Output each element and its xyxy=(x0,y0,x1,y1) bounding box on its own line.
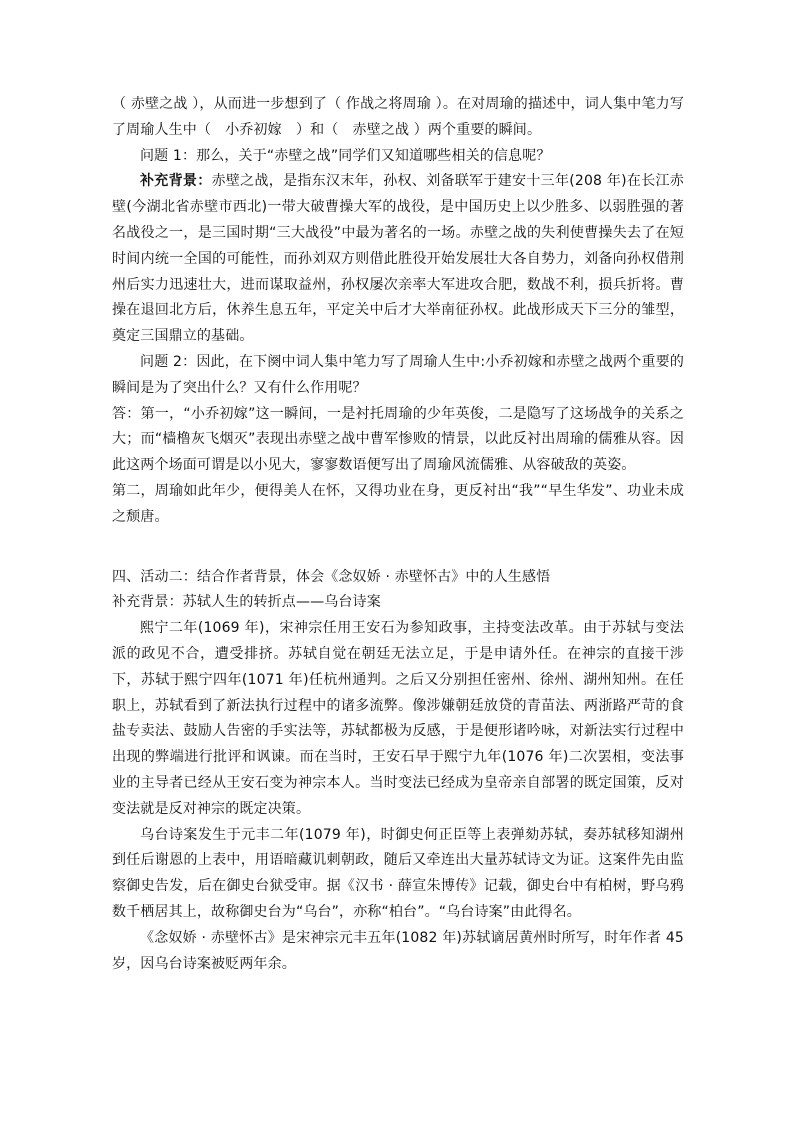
supplement-text: 赤壁之战，是指东汉末年，孙权、刘备联军于建安十三年(208 年)在长江赤壁(今湖北省赤壁市西北)一带大破曹操大军的战役，是中国历史上以少胜多、以弱胜强的著名战役之一，是三国时期“三大战役”中最为著名的一场。赤壁之战的失利使曹操失去了在短时间内统一全国的可能性，而孙刘双方则借此胜役开始发展壮大各自势力，刘备向孙权借荆州后实力迅速壮大，进而谋取益州，孙权屡次亲率大军进攻合肥，数战不利，损兵折将。曹操在退回北方后，休养生息五年，平定关中后才大举南征孙权。此战形成天下三分的雏型，奠定三国鼎立的基础。 xyxy=(112,173,685,345)
answer-paragraph-1: 答：第一，“小乔初嫁”这一瞬间，一是衬托周瑜的少年英俊，二是隐写了这场战争的关系之大；而“樯橹灰飞烟灭”表现出赤壁之战中曹军惨败的情景，以此反衬出周瑜的儒雅从容。因此这两个场面可谓是以小见大，寥寥数语便写出了周瑜风流儒雅、从容破敌的英姿。 xyxy=(112,405,684,474)
section-4-title: 四、活动二：结合作者背景，体会《念奴娇 · 赤壁怀古》中的人生感悟 xyxy=(112,568,551,585)
supplement-label: 补充背景： xyxy=(140,173,212,190)
intro-line-2: 了周瑜人生中（ 小乔初嫁 ）和（ 赤壁之战 ）两个重要的瞬间。 xyxy=(112,121,542,138)
question-2: 问题 2：因此，在下阕中词人集中笔力写了周瑜人生中:小乔初嫁和赤壁之战两个重要的瞬间是为了突出什么？又有什么作用呢？ xyxy=(112,353,684,396)
section-4-paragraph-1: 熙宁二年(1069 年)，宋神宗任用王安石为参知政事，主持变法改革。由于苏轼与变法派的政见不合，遭受排挤。苏轼自觉在朝廷无法立足，于是申请外任。在神宗的直接干涉下，苏轼于熙宁四年(1071 年)任杭州通判。之后又分别担任密州、徐州、湖州知州。在任职上，苏轼看到了新法执行过程中的诸多流弊。像涉嫌朝廷放贷的青苗法、两浙路严苛的食盐专卖法、鼓励人告密的手实法等，苏轼都极为反感，于是便形诸吟咏，对新法实行过程中出现的弊端进行批评和讽谏。而在当时，王安石早于熙宁九年(1076 年)二次罢相，变法事业的主导者已经从王安石变为神宗本人。当时变法已经成为皇帝亲自部署的既定国策，反对变法就是反对神宗的既定决策。 xyxy=(112,620,684,817)
section-4-paragraph-3: 《念奴娇 · 赤壁怀古》是宋神宗元丰五年(1082 年)苏轼谪居黄州时所写，时年作者 45 岁，因乌台诗案被贬两年余。 xyxy=(112,929,684,972)
intro-line-1: （ 赤壁之战 ），从而进一步想到了（ 作战之将周瑜 ）。在对周瑜的描述中，词人集中笔力写 xyxy=(112,96,684,112)
section-spacer xyxy=(112,531,684,565)
intro-paragraph xyxy=(112,92,684,144)
section-4-paragraph-2: 乌台诗案发生于元丰二年(1079 年)，时御史何正臣等上表弹劾苏轼，奏苏轼移知湖州到任后谢恩的上表中，用语暗藏讥刺朝政，随后又牵连出大量苏轼诗文为证。这案件先由监察御史告发，后在御史台狱受审。据《汉书 · 薛宣朱博传》记载，御史台中有柏树，野乌鸦数千栖居其上，故称御史台为“乌台”，亦称“柏台”。“乌台诗案”由此得名。 xyxy=(112,826,684,920)
supplement-background-1 xyxy=(112,169,684,350)
question-1: 问题 1：那么，关于“赤壁之战”同学们又知道哪些相关的信息呢？ xyxy=(140,147,551,164)
section-4-supplement: 补充背景：苏轼人生的转折点——乌台诗案 xyxy=(112,594,381,611)
document-page xyxy=(112,92,684,977)
answer-paragraph-2: 第二，周瑜如此年少，便得美人在怀，又得功业在身，更反衬出“我”“早生华发”、功业未成之颓唐。 xyxy=(112,482,684,525)
